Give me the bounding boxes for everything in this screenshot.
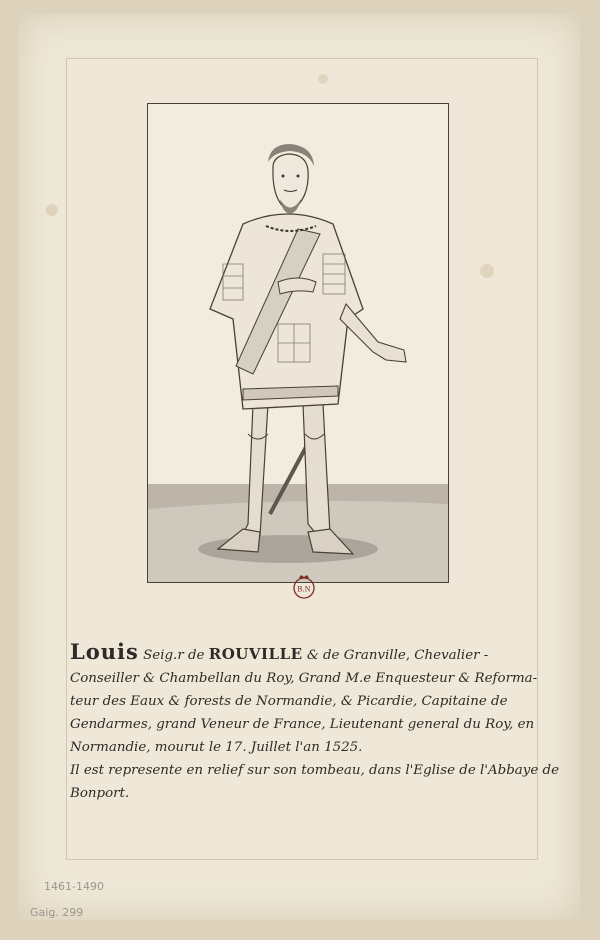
pencil-collection-mark: Gaig. 299: [30, 906, 84, 919]
tabard: [210, 214, 363, 409]
engraving-caption: [70, 639, 560, 805]
caption-line-7: Bonport.: [70, 786, 130, 801]
caption-line-6: Il est represente en relief sur son tombeau, dans l'Eglise de l'Abbaye de: [70, 763, 560, 778]
caption-line-1: [70, 640, 550, 667]
right-arm: [340, 304, 406, 362]
stamp-text: B.N: [297, 585, 311, 594]
caption-line-3: teur des Eaux & forests de Normandie, & Picardie, Capitaine de: [70, 694, 508, 709]
portrait-frame: [147, 103, 449, 583]
surname: ROUVILLE: [208, 645, 303, 663]
knight-figure-drawing: [148, 104, 448, 582]
caption-line-2: Conseiller & Chambellan du Roy, Grand M.e Enquesteur & Reforma-: [70, 671, 538, 686]
first-name: Louis: [70, 639, 139, 664]
caption-line-1-rest: & de Granville, Chevalier -: [306, 648, 489, 663]
pencil-dates: 1461-1490: [44, 880, 104, 893]
library-stamp: [291, 574, 317, 600]
foxing-spot: [46, 204, 58, 216]
caption-line-5: Normandie, mourut le 17. Juillet l'an 1525.: [70, 740, 363, 755]
head: [273, 154, 308, 212]
caption-line-4: Gendarmes, grand Veneur de France, Lieutenant general du Roy, en: [70, 717, 535, 732]
title-abbr: Seig.r de: [143, 648, 205, 663]
